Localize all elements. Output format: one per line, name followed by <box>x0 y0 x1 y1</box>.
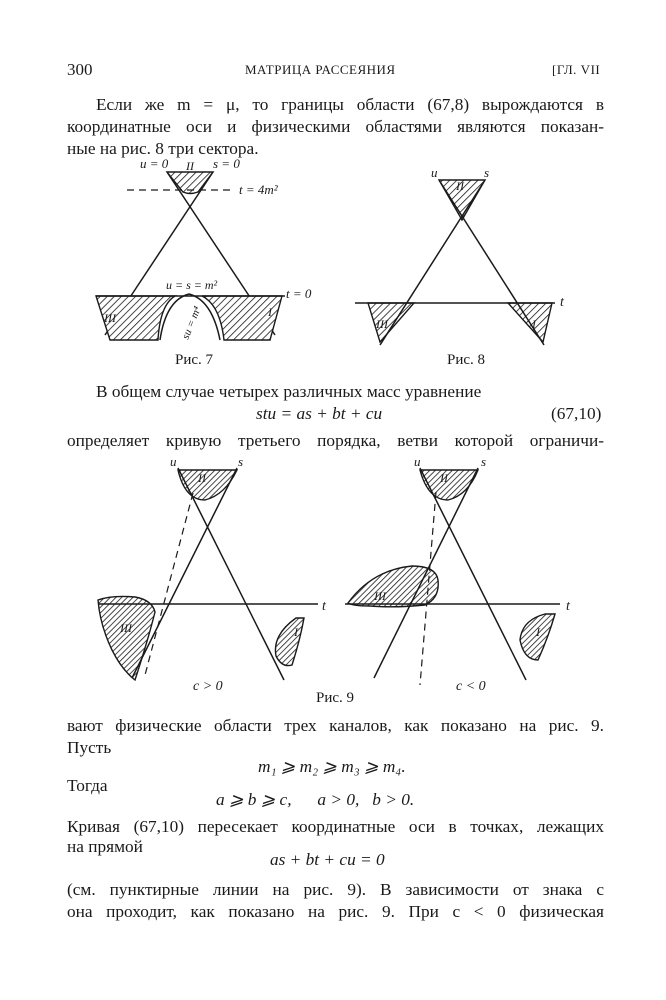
text-line: Пусть <box>67 738 112 757</box>
label-u: u <box>170 454 177 469</box>
label-t: t <box>322 599 326 614</box>
figure-7-caption: Рис. 7 <box>175 352 214 368</box>
label-u: u <box>414 454 421 469</box>
label-t4m2: t = 4m² <box>239 182 278 197</box>
equation-number: (67,10) <box>551 404 602 423</box>
text-line: координатные оси и физическими областями являются показан- <box>67 117 604 136</box>
label-ii: II <box>456 179 464 193</box>
label-u: u <box>431 165 438 180</box>
label-t0: t = 0 <box>286 286 312 301</box>
text-line: В общем случае четырех различных масс уравнение <box>96 382 482 401</box>
label-i: I <box>532 317 536 331</box>
line-u-left <box>132 468 237 678</box>
figure-8-caption: Рис. 8 <box>447 352 486 368</box>
label-u0: u = 0 <box>140 156 169 171</box>
line-s-left <box>178 468 284 680</box>
label-iii: III <box>376 317 388 331</box>
equation-67-10: stu = as + bt + cu <box>256 404 383 423</box>
text-line: на прямой <box>67 837 143 856</box>
label-iii: III <box>374 589 386 603</box>
region-i-left <box>275 618 304 666</box>
condition-left: c > 0 <box>193 679 223 694</box>
equation-conditions: a ⩾ b ⩾ c, a > 0, b > 0. <box>216 790 415 809</box>
label-s: s <box>481 454 487 469</box>
chapter-label: [ГЛ. VII <box>552 62 601 77</box>
label-i: I <box>536 625 540 639</box>
label-iii: III <box>120 621 132 635</box>
label-i: I <box>268 305 272 319</box>
text-line: Тогда <box>67 776 108 795</box>
text-line: (см. пунктирные линии на рис. 9). В зависимости от знака c <box>67 880 604 899</box>
label-ii: II <box>198 471 206 485</box>
label-t: t <box>560 295 564 310</box>
text-line: вают физические области трех каналов, как показано на рис. 9. <box>67 716 604 735</box>
label-t: t <box>566 599 570 614</box>
equation-line: as + bt + cu = 0 <box>270 850 385 869</box>
text-line: ные на рис. 8 три сектора. <box>67 139 259 158</box>
label-ii: II <box>440 471 448 485</box>
text-line: она проходит, как показано на рис. 9. При c < 0 физическая <box>67 902 604 921</box>
text-line: Кривая (67,10) пересекает координатные оси в точках, лежащих <box>67 817 604 836</box>
label-usm2: u = s = m² <box>166 278 218 292</box>
label-i: I <box>294 625 298 639</box>
text-line: Если же m = μ, то границы области (67,8) вырождаются в <box>96 95 604 114</box>
figure-9-caption: Рис. 9 <box>316 690 355 706</box>
label-ii: II <box>186 159 194 173</box>
equation-masses: m₁ ⩾ m₂ ⩾ m₃ ⩾ m₄. <box>258 757 406 776</box>
label-iii: III <box>104 311 116 325</box>
running-title: МАТРИЦА РАССЕЯНИЯ <box>245 62 396 77</box>
dashed-line-left <box>145 493 193 675</box>
page-number: 300 <box>67 60 93 79</box>
label-s0: s = 0 <box>213 156 240 171</box>
text-line: определяет кривую третьего порядка, ветви которой ограничи- <box>67 431 604 450</box>
condition-right: c < 0 <box>456 679 486 694</box>
label-s: s <box>484 165 490 180</box>
label-su-m4: su = m⁴ <box>179 304 204 342</box>
label-s: s <box>238 454 244 469</box>
region-iii-right <box>348 566 438 607</box>
